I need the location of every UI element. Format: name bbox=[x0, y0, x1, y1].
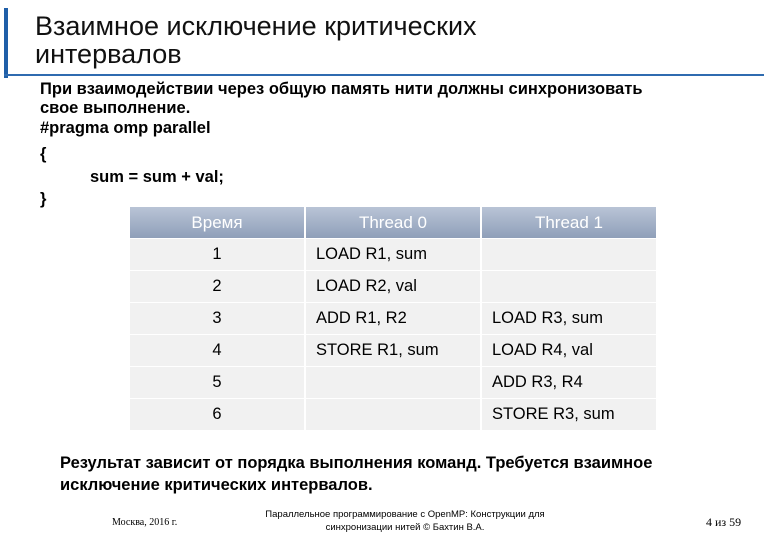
header-thread-0: Thread 0 bbox=[305, 207, 481, 239]
result-line-2: исключение критических интервалов. bbox=[60, 476, 373, 494]
table-header-row bbox=[130, 207, 657, 239]
code-pragma: #pragma omp parallel bbox=[40, 119, 211, 137]
slide-title bbox=[35, 12, 735, 68]
time-cell: 1 bbox=[130, 239, 305, 271]
table-row bbox=[130, 239, 657, 271]
table-row bbox=[130, 399, 657, 431]
result-text bbox=[60, 452, 750, 496]
thread-1-cell: LOAD R4, val bbox=[481, 335, 657, 367]
title-accent-bar bbox=[4, 8, 8, 78]
table-row bbox=[130, 367, 657, 399]
thread-1-cell bbox=[481, 239, 657, 271]
code-statement: sum = sum + val; bbox=[90, 168, 224, 186]
table-row bbox=[130, 335, 657, 367]
header-time: Время bbox=[130, 207, 305, 239]
thread-0-cell: STORE R1, sum bbox=[305, 335, 481, 367]
intro-line-1: При взаимодействии через общую память нити должны синхронизовать bbox=[40, 80, 643, 98]
result-line-1: Результат зависит от порядка выполнения команд. Требуется взаимное bbox=[60, 454, 653, 472]
thread-1-cell: STORE R3, sum bbox=[481, 399, 657, 431]
table-row bbox=[130, 271, 657, 303]
intro-line-2: свое выполнение. bbox=[40, 99, 191, 117]
execution-timeline-table bbox=[130, 207, 658, 430]
thread-0-cell: ADD R1, R2 bbox=[305, 303, 481, 335]
header-thread-1: Thread 1 bbox=[481, 207, 657, 239]
thread-0-cell: LOAD R2, val bbox=[305, 271, 481, 303]
footer-location-date: Москва, 2016 г. bbox=[112, 517, 178, 528]
intro-text bbox=[40, 80, 740, 118]
thread-1-cell: ADD R3, R4 bbox=[481, 367, 657, 399]
thread-0-cell bbox=[305, 367, 481, 399]
title-line-2: интервалов bbox=[35, 39, 182, 69]
thread-0-cell bbox=[305, 399, 481, 431]
table-row bbox=[130, 303, 657, 335]
thread-1-cell bbox=[481, 271, 657, 303]
time-cell: 4 bbox=[130, 335, 305, 367]
footer-center-line-1: Параллельное программирование с OpenMP: Конструкции для bbox=[265, 509, 545, 520]
time-cell: 6 bbox=[130, 399, 305, 431]
footer-center-line-2: синхронизации нитей © Бахтин В.А. bbox=[325, 522, 485, 533]
time-cell: 5 bbox=[130, 367, 305, 399]
time-cell: 3 bbox=[130, 303, 305, 335]
code-open-brace: { bbox=[40, 145, 47, 163]
title-divider bbox=[4, 74, 764, 76]
time-cell: 2 bbox=[130, 271, 305, 303]
title-line-1: Взаимное исключение критических bbox=[35, 11, 477, 41]
thread-1-cell: LOAD R3, sum bbox=[481, 303, 657, 335]
code-close-brace: } bbox=[40, 190, 47, 208]
thread-0-cell: LOAD R1, sum bbox=[305, 239, 481, 271]
page-number: 4 из 59 bbox=[706, 515, 742, 529]
footer-course-title bbox=[230, 508, 580, 534]
